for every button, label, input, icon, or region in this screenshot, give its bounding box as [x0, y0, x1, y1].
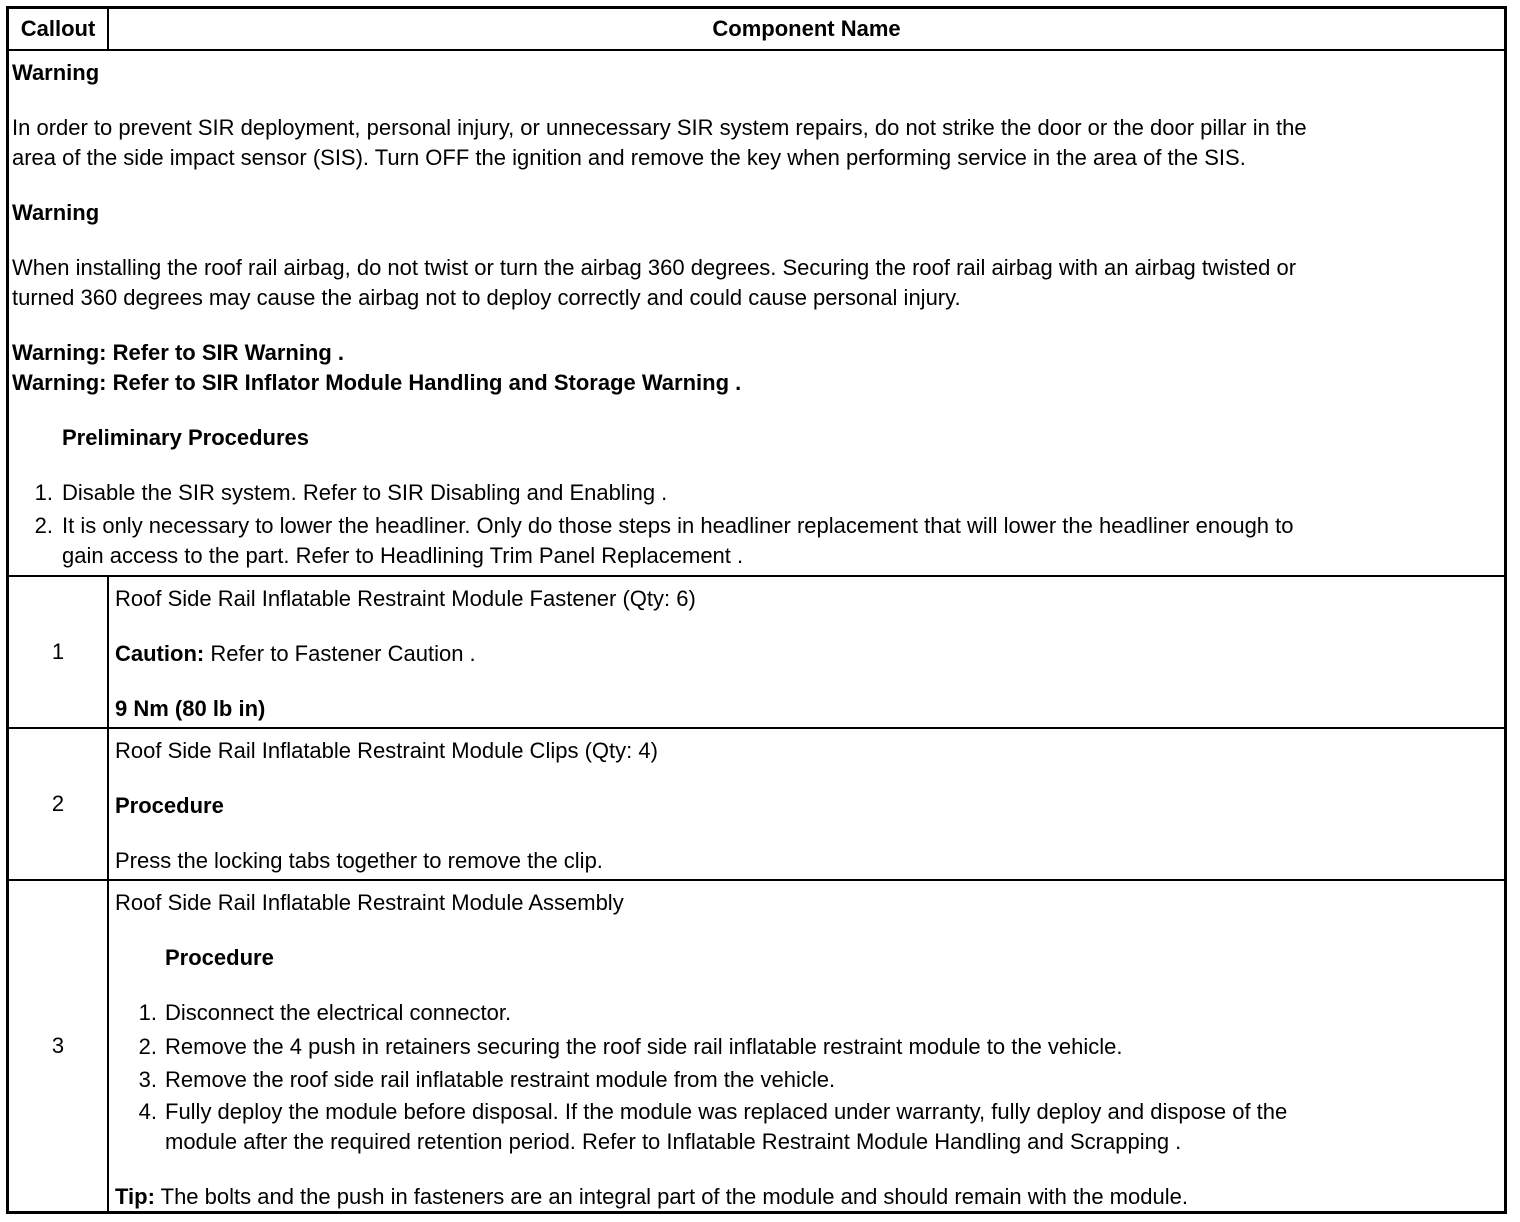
- intro-cell: [9, 51, 1504, 575]
- component-cell: [109, 729, 1504, 879]
- caution-text: Refer to Fastener Caution .: [204, 641, 476, 666]
- sir-inflator-warning-reference: Warning: Refer to SIR Inflator Module Handling and Storage Warning .: [12, 370, 742, 395]
- step-number: 1.: [34, 480, 53, 505]
- callout-number: 1: [9, 577, 109, 727]
- component-name: Roof Side Rail Inflatable Restraint Module Fastener (Qty: 6): [115, 586, 696, 611]
- tip-line: [115, 1182, 1188, 1212]
- step-number: 1.: [138, 1000, 157, 1025]
- step-text: It is only necessary to lower the headliner. Only do those steps in headliner replacement that will lower the headliner enough to: [62, 513, 1294, 538]
- tip-label: Tip:: [115, 1184, 155, 1209]
- step-text: gain access to the part. Refer to Headlining Trim Panel Replacement .: [62, 543, 744, 568]
- step-text: Remove the 4 push in retainers securing the roof side rail inflatable restraint module to the vehicle.: [165, 1034, 1123, 1059]
- step-text: Remove the roof side rail inflatable restraint module from the vehicle.: [165, 1067, 836, 1092]
- component-name: Roof Side Rail Inflatable Restraint Module Assembly: [115, 890, 624, 915]
- procedure-title: Procedure: [165, 945, 274, 970]
- callout-header: Callout: [9, 9, 109, 49]
- callout-number: 3: [9, 881, 109, 1211]
- step-number: 3.: [138, 1067, 157, 1092]
- intro-row: [9, 49, 1504, 575]
- warning-text-line: turned 360 degrees may cause the airbag not to deploy correctly and could cause personal injury.: [12, 285, 961, 310]
- warning-text-line: When installing the roof rail airbag, do not twist or turn the airbag 360 degrees. Securing the roof rail airbag with an airbag twisted or: [12, 255, 1297, 280]
- step-text: module after the required retention period. Refer to Inflatable Restraint Module Handling and Scrapping .: [165, 1129, 1182, 1154]
- preliminary-procedures-title: Preliminary Procedures: [62, 425, 310, 450]
- caution-label: Caution:: [115, 641, 205, 666]
- component-name-header: Component Name: [712, 16, 901, 41]
- step-text: Disconnect the electrical connector.: [165, 1000, 512, 1025]
- component-cell: [109, 881, 1504, 1211]
- step-number: 2.: [34, 513, 53, 538]
- step-text: Disable the SIR system. Refer to SIR Disabling and Enabling .: [62, 480, 668, 505]
- component-name: Roof Side Rail Inflatable Restraint Module Clips (Qty: 4): [115, 738, 658, 763]
- torque-spec: 9 Nm (80 lb in): [115, 696, 266, 721]
- warning-title: Warning: [12, 200, 100, 225]
- warning-text-line: area of the side impact sensor (SIS). Turn OFF the ignition and remove the key when performing service in the area of the SIS.: [12, 145, 1246, 170]
- step-number: 4.: [138, 1099, 157, 1124]
- step-text: Fully deploy the module before disposal. If the module was replaced under warranty, fully deploy and dispose of the: [165, 1099, 1288, 1124]
- sir-warning-reference: Warning: Refer to SIR Warning .: [12, 340, 345, 365]
- caution-line: [115, 639, 476, 669]
- table-row: [9, 575, 1504, 727]
- component-table: [6, 6, 1507, 1214]
- tip-text: The bolts and the push in fasteners are an integral part of the module and should remain with the module.: [154, 1184, 1188, 1209]
- warning-text-line: In order to prevent SIR deployment, personal injury, or unnecessary SIR system repairs, do not strike the door or the door pillar in the: [12, 115, 1307, 140]
- table-header-row: [9, 9, 1504, 49]
- step-number: 2.: [138, 1034, 157, 1059]
- warning-title: Warning: [12, 60, 100, 85]
- component-cell: [109, 577, 1504, 727]
- table-row: [9, 879, 1504, 1211]
- table-row: [9, 727, 1504, 879]
- procedure-text: Press the locking tabs together to remove the clip.: [115, 848, 603, 873]
- callout-number: 2: [9, 729, 109, 879]
- procedure-title: Procedure: [115, 793, 224, 818]
